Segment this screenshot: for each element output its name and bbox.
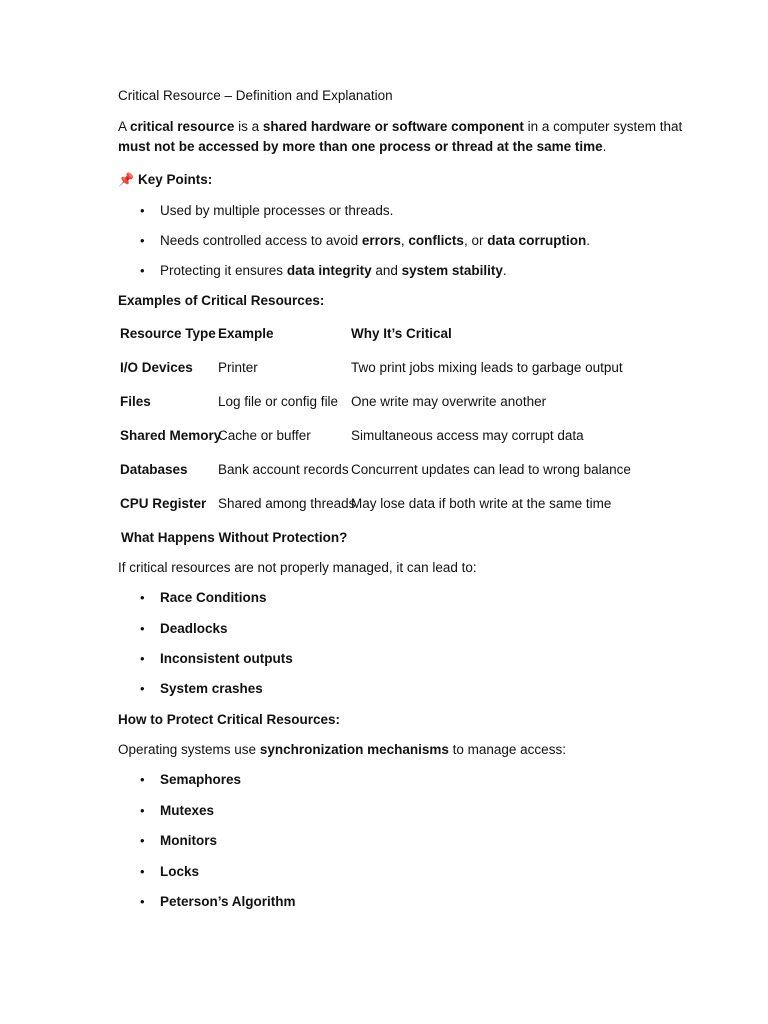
protect-intro-text: Operating systems use (118, 742, 260, 757)
table-cell: CPU Register (120, 496, 207, 511)
definition-text: . (602, 139, 607, 154)
table-cell: Shared among threads (218, 496, 356, 511)
table-cell: May lose data if both write at the same time (351, 496, 612, 511)
definition-text: in a computer system that (523, 119, 683, 134)
examples-heading-text: Examples of Critical Resources: (118, 293, 325, 308)
section-heading-text: What Happens Without Protection? (121, 530, 348, 545)
pushpin-icon: 📌 (118, 172, 135, 187)
protect-intro-text: to manage access: (448, 742, 566, 757)
list-item-text: . (502, 263, 507, 278)
without-protection-intro: If critical resources are not properly managed, it can lead to: (118, 560, 477, 575)
list-item-bold: data corruption (487, 233, 587, 248)
bullet-icon (140, 588, 148, 608)
bullet-icon (140, 770, 148, 790)
table-cell: Shared Memory (120, 428, 222, 443)
table-cell: Databases (120, 462, 188, 477)
table-cell: Log file or config file (218, 394, 339, 409)
document-title: Critical Resource – Definition and Explanation (118, 88, 393, 103)
list-item-text: Needs controlled access to avoid (160, 233, 362, 248)
list-item-text: Mutexes (160, 803, 215, 818)
bullet-icon (140, 261, 148, 281)
protect-intro-bold: synchronization mechanisms (259, 742, 449, 757)
bullet-icon (140, 649, 148, 669)
bullet-icon (140, 862, 148, 882)
definition-term: critical resource (130, 119, 235, 134)
table-header-cell: Resource Type (120, 326, 216, 341)
key-points-heading (118, 170, 212, 190)
definition-bold-phrase: must not be accessed by more than one process or thread at the same time (118, 139, 603, 154)
definition-text: A (118, 119, 131, 134)
bullet-icon (140, 679, 148, 699)
list-item-bold: system stability (401, 263, 503, 278)
list-item-text: Monitors (160, 833, 217, 848)
bullet-icon (140, 831, 148, 851)
list-item-text: Deadlocks (160, 621, 228, 636)
key-points-label: Key Points: (138, 172, 213, 187)
list-item-text: Used by multiple processes or threads. (160, 203, 394, 218)
table-header-cell: Why It’s Critical (351, 326, 452, 341)
list-item-text: Protecting it ensures (160, 263, 287, 278)
list-item-text: System crashes (160, 681, 263, 696)
table-cell: Simultaneous access may corrupt data (351, 428, 584, 443)
protect-heading (118, 710, 340, 730)
table-cell: Files (120, 394, 151, 409)
list-item-bold: errors (361, 233, 401, 248)
list-item-text: Semaphores (160, 772, 242, 787)
definition-text: is a (234, 119, 263, 134)
bullet-icon (140, 201, 148, 221)
list-item-text: and (371, 263, 402, 278)
table-cell: I/O Devices (120, 360, 193, 375)
list-item-text: Race Conditions (160, 590, 267, 605)
bullet-icon (140, 801, 148, 821)
examples-heading (118, 291, 324, 311)
table-cell: Two print jobs mixing leads to garbage output (351, 360, 623, 375)
list-item-text: Locks (160, 864, 200, 879)
list-item-text: Inconsistent outputs (160, 651, 293, 666)
list-item-bold: conflicts (408, 233, 464, 248)
list-item-text: , (400, 233, 409, 248)
without-protection-heading (121, 528, 347, 548)
list-item-bold: data integrity (286, 263, 372, 278)
list-item-text: , or (463, 233, 488, 248)
list-item-text: . (586, 233, 590, 248)
table-header-cell: Example (218, 326, 274, 341)
definition-line-2 (118, 137, 606, 157)
bullet-icon (140, 231, 148, 251)
table-cell: Printer (218, 360, 258, 375)
table-cell: One write may overwrite another (351, 394, 547, 409)
protect-intro (118, 740, 566, 760)
table-cell: Concurrent updates can lead to wrong balance (351, 462, 631, 477)
table-cell: Cache or buffer (218, 428, 311, 443)
bullet-icon (140, 619, 148, 639)
section-heading-text: How to Protect Critical Resources: (118, 712, 341, 727)
definition-bold-phrase: shared hardware or software component (262, 119, 524, 134)
table-cell: Bank account records (218, 462, 349, 477)
definition-line-1 (118, 117, 682, 137)
list-item-text: Peterson’s Algorithm (160, 894, 296, 909)
bullet-icon (140, 892, 148, 912)
